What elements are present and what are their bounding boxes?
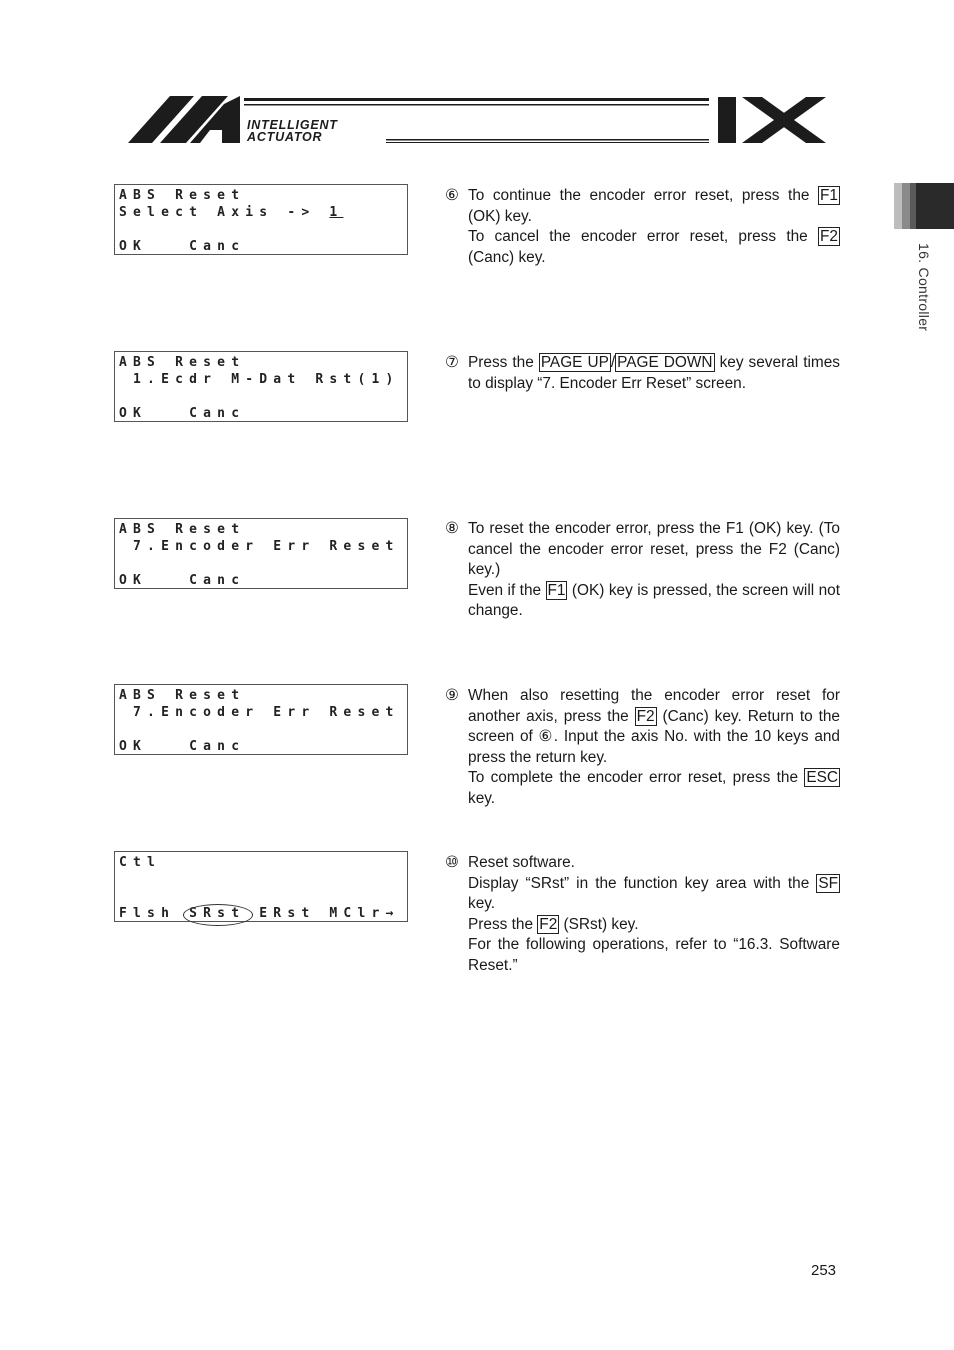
lcd-line-4: OK Canc: [119, 239, 246, 254]
step-number: ⑥: [445, 187, 459, 204]
step-text: To complete the encoder error reset, press the ESC key.: [468, 769, 838, 807]
logo-text-intelligent: INTELLIGENT: [247, 118, 338, 132]
step-text: Press the F2 (SRst) key.: [468, 915, 639, 933]
step-text: To cancel the encoder error reset, press the F2 (Canc) key.: [468, 228, 838, 266]
lcd-line-1: Ctl: [119, 855, 162, 870]
lcd-line-2: 7.Encoder Err Reset: [119, 705, 400, 720]
lcd-screen-encoder-err-reset-2: [114, 684, 408, 755]
lcd-screen-encoder-err-reset: [114, 518, 408, 589]
step-text: To continue the encoder error reset, press the F1 (OK) key.: [468, 187, 838, 225]
page-header: [0, 0, 954, 160]
lcd-line-4: Flsh SRst ERst MClr→: [119, 906, 400, 921]
lcd-screen-ctl: [114, 851, 408, 922]
page-number: 253: [811, 1262, 837, 1279]
lcd-line-2: 7.Encoder Err Reset: [119, 539, 400, 554]
f1-key: F1: [820, 187, 838, 204]
sf-key: SF: [818, 874, 838, 892]
f2-key: F2: [636, 707, 655, 725]
step-7: [445, 353, 840, 394]
f2-key: F2: [539, 915, 558, 933]
lcd-line-4: OK Canc: [119, 573, 246, 588]
step-8: [445, 519, 840, 622]
step-text: Reset software.: [468, 854, 575, 871]
step-10: [445, 853, 840, 976]
lcd-line-1: ABS Reset: [119, 188, 246, 203]
step-text: Press the PAGE UP / PAGE DOWN key several times to display “7. Encoder Err Reset” screen.: [468, 354, 840, 392]
step-number: ⑨: [445, 687, 459, 704]
f1-key: F1: [547, 581, 566, 599]
axis-number: 1: [329, 205, 344, 220]
page-up-key: PAGE UP: [540, 354, 609, 371]
logo-text-actuator: ACTUATOR: [247, 130, 323, 144]
esc-key: ESC: [806, 769, 838, 786]
lcd-line-1: ABS Reset: [119, 355, 246, 370]
lcd-line-2: Select Axis -> 1: [119, 205, 344, 220]
f2-key: F2: [820, 228, 838, 245]
step-text: For the following operations, refer to “16.3. Software Reset.”: [468, 936, 840, 974]
lcd-screen-select-axis: [114, 184, 408, 255]
step-number: ⑦: [445, 354, 459, 371]
step-text: To reset the encoder error, press the F1 (OK) key. (To cancel the encoder error reset, press the F2 (Canc) key.): [468, 520, 840, 578]
step-text: Display “SRst” in the function key area with the SF key.: [468, 874, 838, 912]
step-6: [445, 186, 840, 268]
step-text: Even if the F1 (OK) key is pressed, the screen will not change.: [468, 581, 840, 619]
srst-highlight-ellipse: [183, 904, 253, 926]
lcd-line-1: ABS Reset: [119, 522, 246, 537]
brand-logo: [0, 0, 954, 160]
lcd-screen-ecdr-mdat: [114, 351, 408, 422]
lcd-line-4: OK Canc: [119, 739, 246, 754]
page-down-key: PAGE DOWN: [617, 354, 713, 371]
chapter-label: 16. Controller: [916, 243, 932, 332]
lcd-line-4: OK Canc: [119, 406, 246, 421]
step-text: When also resetting the encoder error reset for another axis, press the F2 (Canc) key. Return to the screen of ⑥. Input the axis No. with the 10 keys and press the return key.: [468, 687, 840, 766]
step-number: ⑧: [445, 520, 459, 537]
lcd-line-1: ABS Reset: [119, 688, 246, 703]
lcd-line-2: 1.Ecdr M-Dat Rst(1): [119, 372, 400, 387]
chapter-tab: [894, 183, 954, 229]
step-9: [445, 686, 840, 809]
step-number: ⑩: [445, 854, 459, 871]
